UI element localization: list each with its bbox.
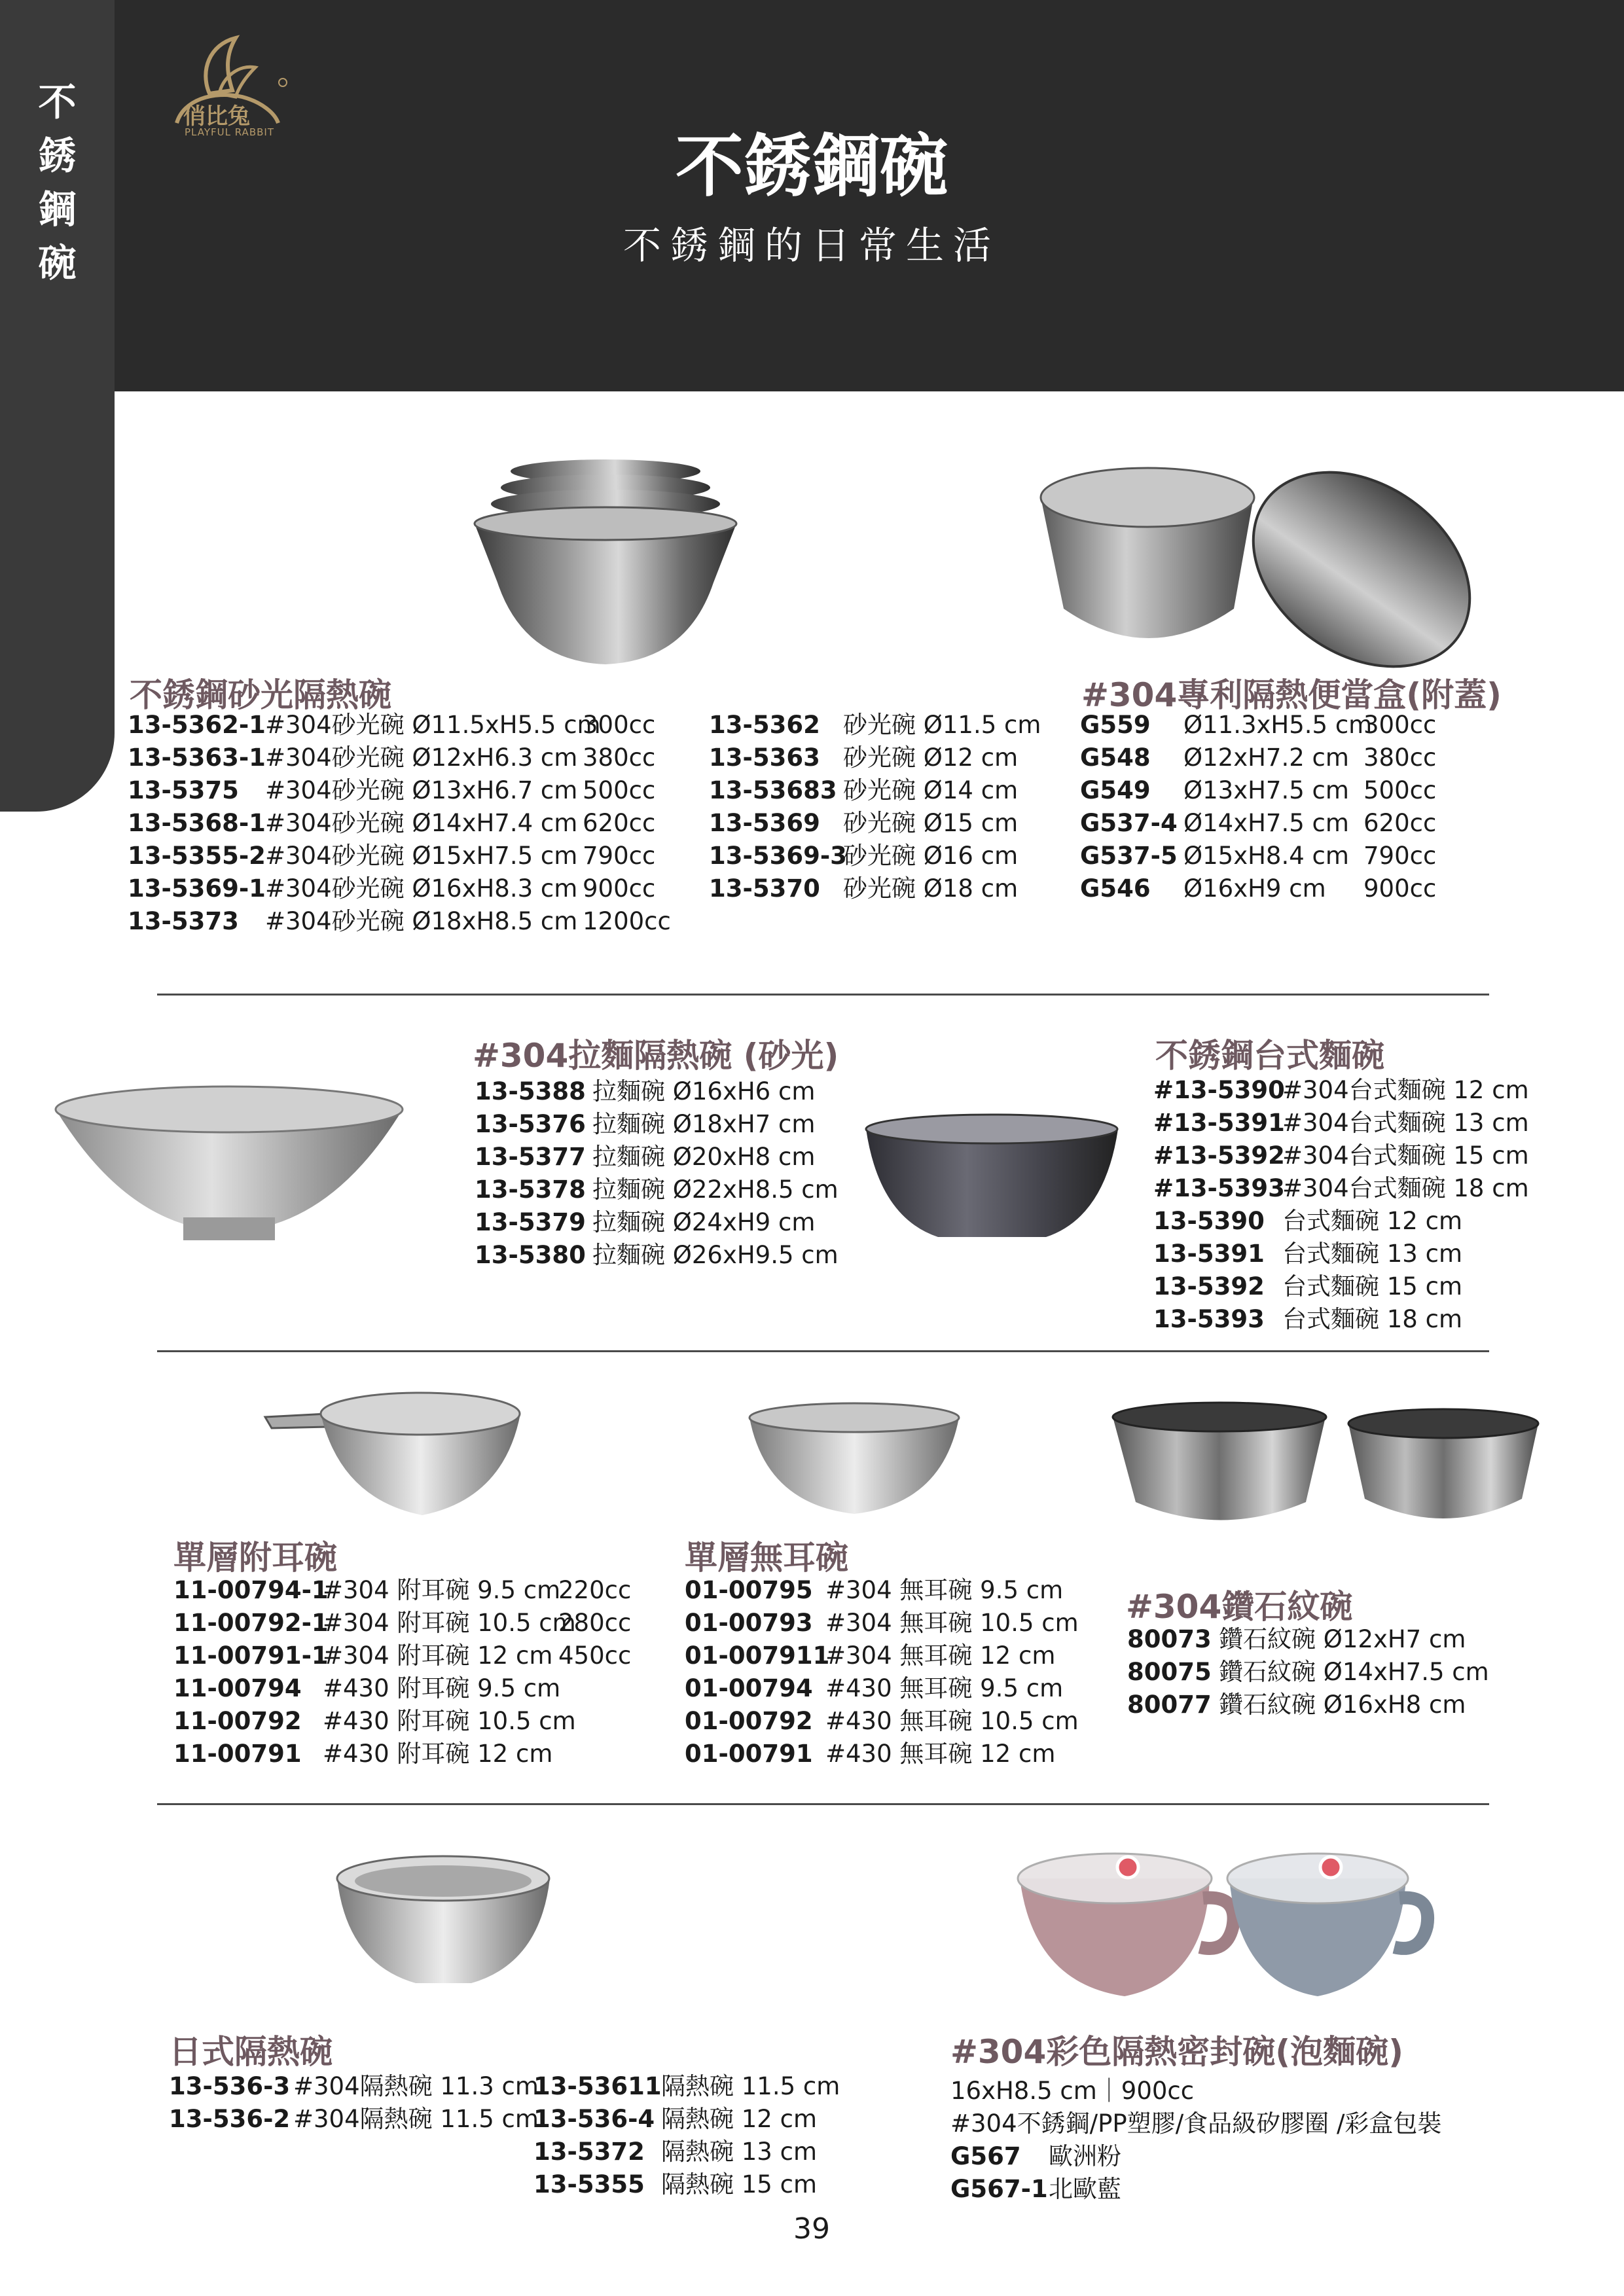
list-item [1153, 1303, 1529, 1336]
item-desc: 台式麵碗 13 cm [1282, 1240, 1462, 1268]
item-desc: 拉麵碗 Ø26xH9.5 cm [592, 1241, 839, 1269]
item-desc: Ø14xH7.5 cm [1183, 809, 1349, 837]
ear-bowl-section-title: 單層附耳碗 [173, 1539, 337, 1577]
item-desc: #304台式麵碗 12 cm [1282, 1076, 1529, 1104]
item-desc: 拉麵碗 Ø24xH9 cm [592, 1208, 816, 1236]
item-code: 13-5375 [128, 776, 239, 804]
color-bowl-section-title: #304彩色隔熱密封碗(泡麵碗) [950, 2033, 1403, 2071]
item-capacity: 900cc [583, 874, 656, 903]
item-desc: #304 無耳碗 9.5 cm [825, 1576, 1064, 1604]
sand-bowl-spec-list-2 [709, 709, 1041, 905]
item-code: 80073 [1127, 1625, 1212, 1653]
item-desc: #304砂光碗 Ø16xH8.3 cm [265, 874, 578, 903]
list-item [1153, 1139, 1529, 1172]
item-desc: 歐洲粉 [1049, 2142, 1121, 2170]
item-capacity: 500cc [1363, 776, 1437, 804]
page-title: 不銹鋼碗 [675, 126, 948, 206]
item-code: 13-5355-2 [128, 842, 266, 870]
item-desc: #304 無耳碗 12 cm [825, 1641, 1056, 1670]
item-code: 13-5363 [709, 744, 820, 772]
ear-bowl-image [262, 1388, 524, 1518]
item-desc: #304台式麵碗 18 cm [1282, 1174, 1529, 1202]
page-subtitle: 不銹鋼的日常生活 [623, 223, 1000, 268]
lunch-box-with-lid-image [1038, 458, 1470, 681]
item-capacity: 620cc [1363, 809, 1437, 837]
item-code: 13-5379 [475, 1208, 586, 1236]
item-desc: #304砂光碗 Ø14xH7.4 cm [265, 809, 578, 837]
item-code: 13-5393 [1153, 1305, 1265, 1333]
item-capacity: 620cc [583, 809, 656, 837]
item-code: 13-536-2 [169, 2105, 291, 2133]
stacked-sand-bowls-image [471, 452, 740, 668]
item-code: #13-5392 [1153, 1141, 1285, 1170]
item-code: G559 [1080, 711, 1151, 739]
item-code: 01-007911 [685, 1641, 830, 1670]
item-desc: Ø11.3xH5.5 cm [1183, 711, 1373, 739]
item-code: 11-00792-1 [173, 1609, 329, 1637]
item-desc: #304隔熱碗 11.3 cm [293, 2072, 539, 2100]
item-desc: 拉麵碗 Ø18xH7 cm [592, 1110, 816, 1138]
taiwan-noodle-bowl-image [863, 1106, 1121, 1247]
list-item [1153, 1238, 1529, 1270]
color-bowl-spec-list [950, 2075, 1441, 2206]
item-capacity: 300cc [1363, 711, 1437, 739]
item-code: 11-00792 [173, 1707, 302, 1735]
list-item [1080, 840, 1436, 872]
list-item [173, 1738, 631, 1770]
ramen-bowl-section-title: #304拉麵隔熱碗 (砂光) [473, 1037, 839, 1075]
item-desc: 拉麵碗 Ø16xH6 cm [592, 1077, 816, 1105]
no-ear-bowl-spec-list [685, 1574, 1079, 1770]
item-code: G567-1 [950, 2175, 1048, 2203]
diamond-bowl-spec-list [1127, 1623, 1489, 1721]
item-desc: #304砂光碗 Ø12xH6.3 cm [265, 744, 578, 772]
list-item [1127, 1656, 1489, 1689]
item-capacity: 280cc [558, 1609, 632, 1637]
item-capacity: 1200cc [583, 907, 671, 935]
ramen-bowl-spec-list [475, 1075, 839, 1272]
item-code: 13-5368-1 [128, 809, 266, 837]
lunch-box-spec-list [1080, 709, 1436, 905]
item-code: 01-00792 [685, 1707, 813, 1735]
list-item [1080, 709, 1436, 742]
list-item [128, 905, 671, 938]
japanese-bowl-spec-list [169, 2070, 539, 2136]
list-item [709, 709, 1041, 742]
list-item [685, 1574, 1079, 1607]
item-code: 13-53683 [709, 776, 837, 804]
item-desc: 北歐藍 [1049, 2175, 1121, 2203]
taiwan-bowl-spec-list [1153, 1074, 1529, 1336]
list-item [1080, 872, 1436, 905]
item-desc: 台式麵碗 12 cm [1282, 1207, 1462, 1235]
list-item [169, 2070, 539, 2103]
list-item [533, 2070, 840, 2103]
item-code: 80077 [1127, 1691, 1212, 1719]
item-desc: 砂光碗 Ø14 cm [843, 776, 1019, 804]
item-desc: Ø12xH7.2 cm [1183, 744, 1349, 772]
list-item [1153, 1205, 1529, 1238]
divider [157, 1350, 1489, 1352]
list-item [173, 1672, 631, 1705]
item-desc: #304 附耳碗 12 cm [323, 1641, 553, 1670]
item-desc: #304 附耳碗 9.5 cm [323, 1576, 561, 1604]
list-item [533, 2103, 840, 2136]
list-item [685, 1738, 1079, 1770]
item-desc: 拉麵碗 Ø22xH8.5 cm [592, 1175, 839, 1204]
list-item [1127, 1623, 1489, 1656]
item-desc: 隔熱碗 11.5 cm [661, 2072, 840, 2100]
item-desc: #304 無耳碗 10.5 cm [825, 1609, 1079, 1637]
item-code: 13-5370 [709, 874, 820, 903]
item-code: 13-53611 [533, 2072, 662, 2100]
list-item [685, 1640, 1079, 1672]
item-code: 11-00791 [173, 1740, 302, 1768]
item-code: 13-5392 [1153, 1272, 1265, 1300]
item-code: 13-5380 [475, 1241, 586, 1269]
item-code: 13-5363-1 [128, 744, 266, 772]
item-capacity: 500cc [583, 776, 656, 804]
item-desc: 隔熱碗 15 cm [661, 2170, 817, 2198]
list-item [685, 1607, 1079, 1640]
list-item [475, 1075, 839, 1108]
item-desc: #430 附耳碗 12 cm [323, 1740, 553, 1768]
item-desc: #304 附耳碗 10.5 cm [323, 1609, 576, 1637]
item-code: 13-5376 [475, 1110, 586, 1138]
list-item [173, 1640, 631, 1672]
item-code: 13-536-3 [169, 2072, 291, 2100]
item-desc: #304台式麵碗 15 cm [1282, 1141, 1529, 1170]
color-bowl-material: #304不銹鋼/PP塑膠/食品級矽膠圈 /彩盒包裝 [950, 2109, 1442, 2138]
item-code: 13-5391 [1153, 1240, 1265, 1268]
item-desc: 砂光碗 Ø11.5 cm [843, 711, 1041, 739]
list-item [475, 1206, 839, 1239]
item-desc: #430 附耳碗 10.5 cm [323, 1707, 576, 1735]
logo-name-en: PLAYFUL RABBIT [185, 126, 274, 138]
list-item [475, 1108, 839, 1141]
list-item [1080, 774, 1436, 807]
list-item [950, 2140, 1441, 2173]
item-code: G567 [950, 2142, 1021, 2170]
item-code: 13-5362 [709, 711, 820, 739]
list-item [709, 872, 1041, 905]
item-desc: 鑽石紋碗 Ø12xH7 cm [1219, 1625, 1466, 1653]
list-item [475, 1239, 839, 1272]
list-item [709, 807, 1041, 840]
list-item [685, 1705, 1079, 1738]
item-code: 01-00794 [685, 1674, 813, 1702]
item-desc: #304砂光碗 Ø18xH8.5 cm [265, 907, 578, 935]
divider [157, 1803, 1489, 1805]
item-desc: #430 無耳碗 12 cm [825, 1740, 1056, 1768]
diamond-bowl-section-title: #304鑽石紋碗 [1126, 1588, 1353, 1626]
list-item [173, 1574, 631, 1607]
item-desc: 台式麵碗 15 cm [1282, 1272, 1462, 1300]
item-code: 11-00791-1 [173, 1641, 329, 1670]
item-code: 13-5377 [475, 1143, 586, 1171]
taiwan-bowl-section-title: 不銹鋼台式麵碗 [1155, 1037, 1384, 1075]
item-capacity: 380cc [1363, 744, 1437, 772]
item-desc: #304隔熱碗 11.5 cm [293, 2105, 539, 2133]
item-desc: #304台式麵碗 13 cm [1282, 1109, 1529, 1137]
item-code: #13-5391 [1153, 1109, 1285, 1137]
item-code: 01-00793 [685, 1609, 813, 1637]
list-item [533, 2136, 840, 2168]
item-desc: 隔熱碗 13 cm [661, 2138, 817, 2166]
item-code: G548 [1080, 744, 1151, 772]
item-desc: 砂光碗 Ø18 cm [843, 874, 1019, 903]
logo-name-cn: 俏比兔 [183, 103, 250, 130]
list-item [1153, 1172, 1529, 1205]
divider [157, 994, 1489, 996]
japanese-bowl-spec-list-2 [533, 2070, 840, 2201]
list-item [128, 742, 671, 774]
item-code: 01-00791 [685, 1740, 813, 1768]
item-desc: Ø16xH9 cm [1183, 874, 1326, 903]
list-item [128, 840, 671, 872]
item-desc: 砂光碗 Ø16 cm [843, 842, 1019, 870]
list-item [1153, 1074, 1529, 1107]
item-capacity: 380cc [583, 744, 656, 772]
item-desc: #430 無耳碗 9.5 cm [825, 1674, 1064, 1702]
item-code: 11-00794 [173, 1674, 302, 1702]
list-item [685, 1672, 1079, 1705]
item-capacity: 790cc [1363, 842, 1437, 870]
no-ear-bowl-section-title: 單層無耳碗 [685, 1539, 848, 1577]
item-desc: 隔熱碗 12 cm [661, 2105, 817, 2133]
list-item [128, 807, 671, 840]
item-code: 11-00794-1 [173, 1576, 329, 1604]
item-desc: 鑽石紋碗 Ø14xH7.5 cm [1219, 1658, 1489, 1686]
item-desc: Ø13xH7.5 cm [1183, 776, 1349, 804]
color-bowl-size: 16xH8.5 cm｜900cc [950, 2077, 1195, 2105]
item-code: 13-5372 [533, 2138, 645, 2166]
item-capacity: 450cc [558, 1641, 632, 1670]
ramen-bowl-image [52, 1083, 406, 1247]
item-desc: 砂光碗 Ø15 cm [843, 809, 1019, 837]
list-item [533, 2168, 840, 2201]
color-sealed-bowls-image [1013, 1849, 1439, 2003]
item-desc: 鑽石紋碗 Ø16xH8 cm [1219, 1691, 1466, 1719]
item-code: 01-00795 [685, 1576, 813, 1604]
item-capacity: 300cc [583, 711, 656, 739]
item-desc: #304砂光碗 Ø15xH7.5 cm [265, 842, 578, 870]
item-desc: 拉麵碗 Ø20xH8 cm [592, 1143, 816, 1171]
sand-bowl-spec-list [128, 709, 671, 938]
item-code: G537-4 [1080, 809, 1178, 837]
item-code: 13-5369 [709, 809, 820, 837]
item-desc: 台式麵碗 18 cm [1282, 1305, 1462, 1333]
list-item [950, 2173, 1441, 2206]
diamond-bowls-image [1110, 1397, 1542, 1535]
item-code: 80075 [1127, 1658, 1212, 1686]
list-item [173, 1705, 631, 1738]
list-item [709, 840, 1041, 872]
ear-bowl-spec-list [173, 1574, 631, 1770]
item-code: 13-5388 [475, 1077, 586, 1105]
list-item [475, 1174, 839, 1206]
item-code: 13-5378 [475, 1175, 586, 1204]
list-item [128, 872, 671, 905]
item-desc: #430 附耳碗 9.5 cm [323, 1674, 561, 1702]
item-code: 13-5355 [533, 2170, 645, 2198]
item-desc: #304砂光碗 Ø11.5xH5.5 cm [265, 711, 601, 739]
list-item [169, 2103, 539, 2136]
item-code: #13-5393 [1153, 1174, 1285, 1202]
list-item [709, 742, 1041, 774]
item-code: 13-5373 [128, 907, 239, 935]
list-item [1080, 742, 1436, 774]
item-code: 13-5362-1 [128, 711, 266, 739]
japanese-bowl-image [334, 1852, 553, 1993]
item-desc: #304砂光碗 Ø13xH6.7 cm [265, 776, 578, 804]
list-item [1153, 1107, 1529, 1139]
japanese-bowl-section-title: 日式隔熱碗 [169, 2033, 333, 2071]
list-item [709, 774, 1041, 807]
item-code: G537-5 [1080, 842, 1178, 870]
item-code: G546 [1080, 874, 1151, 903]
list-item [128, 709, 671, 742]
list-item [1153, 1270, 1529, 1303]
item-code: G549 [1080, 776, 1151, 804]
list-item [128, 774, 671, 807]
item-code: 13-5369-1 [128, 874, 266, 903]
list-item [475, 1141, 839, 1174]
item-code: 13-536-4 [533, 2105, 655, 2133]
list-item [1127, 1689, 1489, 1721]
item-capacity: 790cc [583, 842, 656, 870]
side-tab-label: 不 銹 鋼 碗 [38, 80, 77, 285]
page-number: 39 [793, 2212, 830, 2246]
list-item [173, 1607, 631, 1640]
item-capacity: 220cc [558, 1576, 632, 1604]
item-code: #13-5390 [1153, 1076, 1285, 1104]
item-capacity: 900cc [1363, 874, 1437, 903]
list-item [1080, 807, 1436, 840]
item-desc: #430 無耳碗 10.5 cm [825, 1707, 1079, 1735]
lunch-box-section-title: #304專利隔熱便當盒(附蓋) [1081, 676, 1502, 714]
item-code: 13-5390 [1153, 1207, 1265, 1235]
item-desc: Ø15xH8.4 cm [1183, 842, 1349, 870]
sand-bowl-section-title: 不銹鋼砂光隔熱碗 [130, 676, 391, 714]
no-ear-bowl-image [746, 1399, 962, 1517]
item-code: 13-5369-3 [709, 842, 847, 870]
item-desc: 砂光碗 Ø12 cm [843, 744, 1019, 772]
